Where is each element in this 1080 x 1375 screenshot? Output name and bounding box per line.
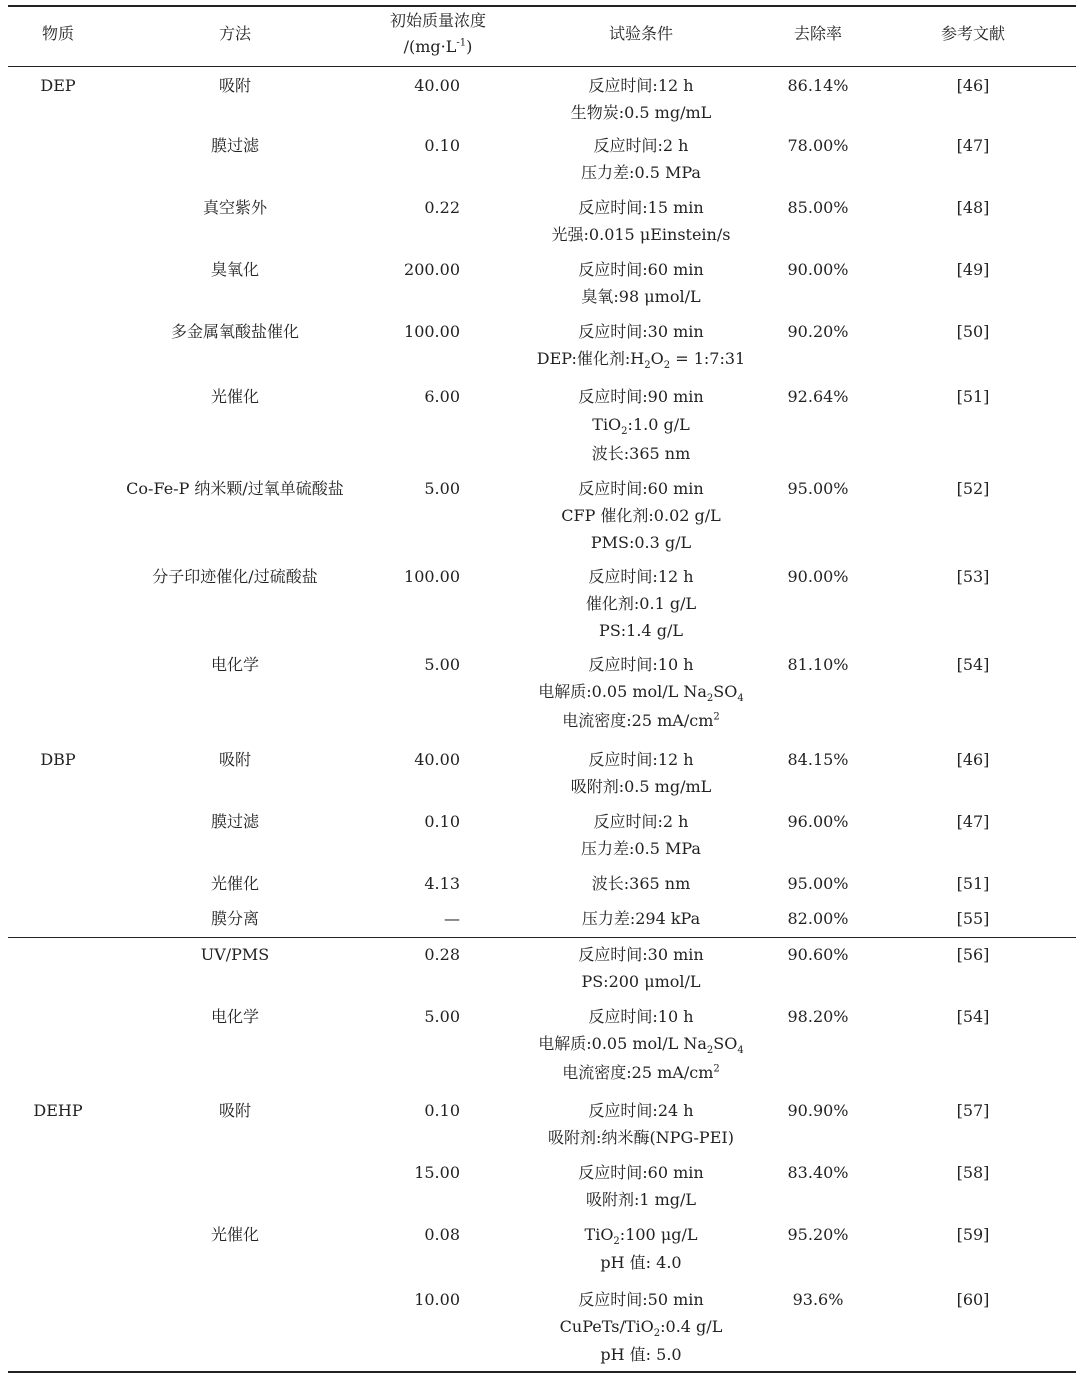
condition-line: 电解质:0.05 mol/L $Na_2SO_4$ [538, 682, 744, 705]
method-cell: 吸附 [218, 1101, 252, 1120]
removal-rate-cell: 92.64% [787, 387, 849, 406]
top-rule [8, 5, 1076, 7]
reference-cell: [55] [956, 909, 990, 928]
condition-line: 反应时间:60 min [578, 1163, 704, 1182]
header-rule [8, 66, 1076, 67]
condition-line: 反应时间:2 h [593, 136, 689, 155]
condition-line: 压力差:0.5 MPa [581, 839, 701, 858]
condition-line: 波长:365 nm [591, 444, 691, 463]
conditions-cell [552, 194, 731, 248]
condition-line: 压力差:0.5 MPa [581, 163, 701, 182]
conditions-cell [578, 256, 703, 310]
conditions-cell [582, 905, 700, 932]
concentration-cell: 0.10 [424, 136, 460, 155]
reference-cell: [53] [956, 567, 990, 586]
method-cell: 光催化 [210, 874, 260, 893]
header-removal-rate: 去除率 [793, 24, 843, 43]
reference-cell: [51] [956, 387, 990, 406]
removal-rate-cell: 85.00% [787, 198, 849, 217]
conditions-cell [585, 1221, 698, 1278]
removal-rate-cell: 95.00% [787, 874, 849, 893]
header-concentration-line1: 初始质量浓度 [389, 11, 487, 30]
condition-line: 反应时间:24 h [588, 1101, 694, 1120]
removal-rate-cell: 90.20% [787, 322, 849, 341]
condition-line: 反应时间:50 min [578, 1290, 704, 1309]
removal-rate-cell: 93.6% [792, 1290, 844, 1309]
concentration-cell: 0.22 [424, 198, 460, 217]
header-concentration [390, 8, 486, 60]
reference-cell: [60] [956, 1290, 990, 1309]
condition-line: 反应时间:2 h [593, 812, 689, 831]
reference-cell: [56] [956, 945, 990, 964]
condition-line: 反应时间:30 min [578, 945, 704, 964]
condition-line: PS:200 μmol/L [581, 972, 701, 991]
condition-line: 反应时间:12 h [588, 567, 694, 586]
reference-cell: [58] [956, 1163, 990, 1182]
removal-rate-cell: 90.00% [787, 567, 849, 586]
header-concentration-close: ) [466, 37, 473, 56]
method-cell: 光催化 [210, 1225, 260, 1244]
concentration-cell: 6.00 [424, 387, 460, 406]
conditions-cell [581, 808, 701, 862]
condition-line: 吸附剂:0.5 mg/mL [570, 777, 712, 796]
condition-line: 电解质:0.05 mol/L $Na_2SO_4$ [538, 1034, 744, 1057]
conditions-cell [548, 1097, 734, 1151]
reference-cell: [47] [956, 812, 990, 831]
method-cell: 膜过滤 [210, 136, 260, 155]
condition-line: 反应时间:15 min [578, 198, 704, 217]
reference-cell: [46] [956, 750, 990, 769]
header-concentration-unit: /(mg·L [403, 37, 457, 56]
removal-rate-cell: 90.90% [787, 1101, 849, 1120]
method-cell: 吸附 [218, 76, 252, 95]
reference-cell: [57] [956, 1101, 990, 1120]
concentration-cell: 5.00 [424, 1007, 460, 1026]
condition-line: 反应时间:10 h [588, 1007, 694, 1026]
conditions-cell [571, 746, 712, 800]
conditions-cell [538, 1003, 744, 1089]
method-cell: Co-Fe-P 纳米颗/过氧单硫酸盐 [126, 479, 344, 498]
reference-cell: [49] [956, 260, 990, 279]
header-conditions: 试验条件 [608, 24, 674, 43]
conditions-cell [571, 72, 712, 126]
removal-rate-cell: 83.40% [787, 1163, 849, 1182]
condition-line: 电流密度:25 $mA/cm^2$ [562, 1063, 720, 1082]
concentration-cell: — [444, 909, 460, 928]
header-concentration-line2 [390, 34, 486, 60]
conditions-cell [586, 563, 696, 644]
method-cell: 电化学 [210, 1007, 260, 1026]
dehp-separator-rule [8, 937, 1076, 938]
condition-line: TiO$_2$:1.0 g/L [592, 415, 690, 438]
concentration-cell: 4.13 [424, 874, 460, 893]
condition-line: CFP 催化剂:0.02 g/L [561, 506, 721, 525]
condition-line: 电流密度:25 $mA/cm^2$ [562, 711, 720, 730]
method-cell: 膜过滤 [210, 812, 260, 831]
conditions-cell [581, 132, 701, 186]
method-cell: 光催化 [210, 387, 260, 406]
method-cell: 臭氧化 [210, 260, 260, 279]
removal-rate-cell: 78.00% [787, 136, 849, 155]
header-method: 方法 [218, 24, 252, 43]
concentration-cell: 0.08 [424, 1225, 460, 1244]
condition-line: 波长:365 nm [591, 874, 691, 893]
reference-cell: [47] [956, 136, 990, 155]
concentration-cell: 100.00 [404, 567, 460, 586]
condition-line: 反应时间:60 min [578, 260, 704, 279]
condition-line: PMS:0.3 g/L [590, 533, 692, 552]
reference-cell: [54] [956, 1007, 990, 1026]
removal-rate-cell: 81.10% [787, 655, 849, 674]
header-concentration-sup: -1 [456, 37, 467, 49]
concentration-cell: 40.00 [414, 76, 460, 95]
concentration-cell: 0.10 [424, 812, 460, 831]
bottom-rule [8, 1371, 1076, 1373]
conditions-cell [578, 383, 703, 468]
reference-cell: [46] [956, 76, 990, 95]
reference-cell: [48] [956, 198, 990, 217]
conditions-cell [561, 475, 721, 556]
method-cell: 多金属氧酸盐催化 [170, 322, 300, 341]
condition-line: pH 值: 4.0 [600, 1253, 682, 1272]
conditions-cell [578, 941, 703, 995]
concentration-cell: 5.00 [424, 479, 460, 498]
condition-line: 反应时间:30 min [578, 322, 704, 341]
reference-cell: [50] [956, 322, 990, 341]
condition-line: 生物炭:0.5 mg/mL [570, 103, 712, 122]
removal-rate-cell: 90.60% [787, 945, 849, 964]
removal-rate-cell: 96.00% [787, 812, 849, 831]
condition-line: pH 值: 5.0 [600, 1345, 682, 1364]
conditions-cell [578, 1159, 703, 1213]
condition-line: 催化剂:0.1 g/L [585, 594, 697, 613]
header-reference: 参考文献 [940, 24, 1006, 43]
reference-cell: [59] [956, 1225, 990, 1244]
reference-cell: [54] [956, 655, 990, 674]
group-label-dep: DEP [40, 76, 76, 95]
removal-rate-cell: 84.15% [787, 750, 849, 769]
group-label-dbp: DBP [40, 750, 76, 769]
concentration-cell: 40.00 [414, 750, 460, 769]
removal-rate-cell: 90.00% [787, 260, 849, 279]
concentration-cell: 0.28 [424, 945, 460, 964]
removal-rate-cell: 86.14% [787, 76, 849, 95]
concentration-cell: 0.10 [424, 1101, 460, 1120]
removal-rate-cell: 95.00% [787, 479, 849, 498]
condition-line: DEP:催化剂$:H_2O_2$ = 1:7:31 [536, 349, 746, 372]
conditions-cell [560, 1286, 723, 1370]
concentration-cell: 100.00 [404, 322, 460, 341]
condition-line: 反应时间:12 h [588, 750, 694, 769]
condition-line: 吸附剂:1 mg/L [585, 1190, 697, 1209]
removal-rate-cell: 95.20% [787, 1225, 849, 1244]
condition-line: 光强:0.015 μEinstein/s [551, 225, 731, 244]
conditions-cell [538, 651, 744, 737]
condition-line: 反应时间:10 h [588, 655, 694, 674]
method-cell: 真空紫外 [202, 198, 268, 217]
condition-line: PS:1.4 g/L [599, 621, 683, 640]
condition-line: 压力差:294 kPa [581, 909, 701, 928]
condition-line: 反应时间:60 min [578, 479, 704, 498]
removal-rate-cell: 82.00% [787, 909, 849, 928]
reference-cell: [52] [956, 479, 990, 498]
removal-rate-cell: 98.20% [787, 1007, 849, 1026]
concentration-cell: 10.00 [414, 1290, 460, 1309]
reference-cell: [51] [956, 874, 990, 893]
group-label-dehp: DEHP [33, 1101, 83, 1120]
condition-line: TiO$_2$:100 μg/L [584, 1225, 698, 1248]
conditions-cell [592, 870, 691, 897]
condition-line: CuPeTs/TiO$_2$:0.4 g/L [559, 1317, 723, 1340]
header-substance: 物质 [41, 24, 75, 43]
method-cell: 分子印迹催化/过硫酸盐 [152, 567, 318, 586]
concentration-cell: 15.00 [414, 1163, 460, 1182]
conditions-cell [537, 318, 745, 372]
condition-line: 吸附剂:纳米酶(NPG-PEI) [548, 1128, 734, 1147]
condition-line: 臭氧:98 μmol/L [581, 287, 701, 306]
condition-line: 反应时间:12 h [588, 76, 694, 95]
concentration-cell: 5.00 [424, 655, 460, 674]
concentration-cell: 200.00 [404, 260, 460, 279]
method-cell: 电化学 [210, 655, 260, 674]
condition-line: 反应时间:90 min [578, 387, 704, 406]
method-cell: 吸附 [218, 750, 252, 769]
method-cell: UV/PMS [200, 945, 270, 964]
method-cell: 膜分离 [210, 909, 260, 928]
